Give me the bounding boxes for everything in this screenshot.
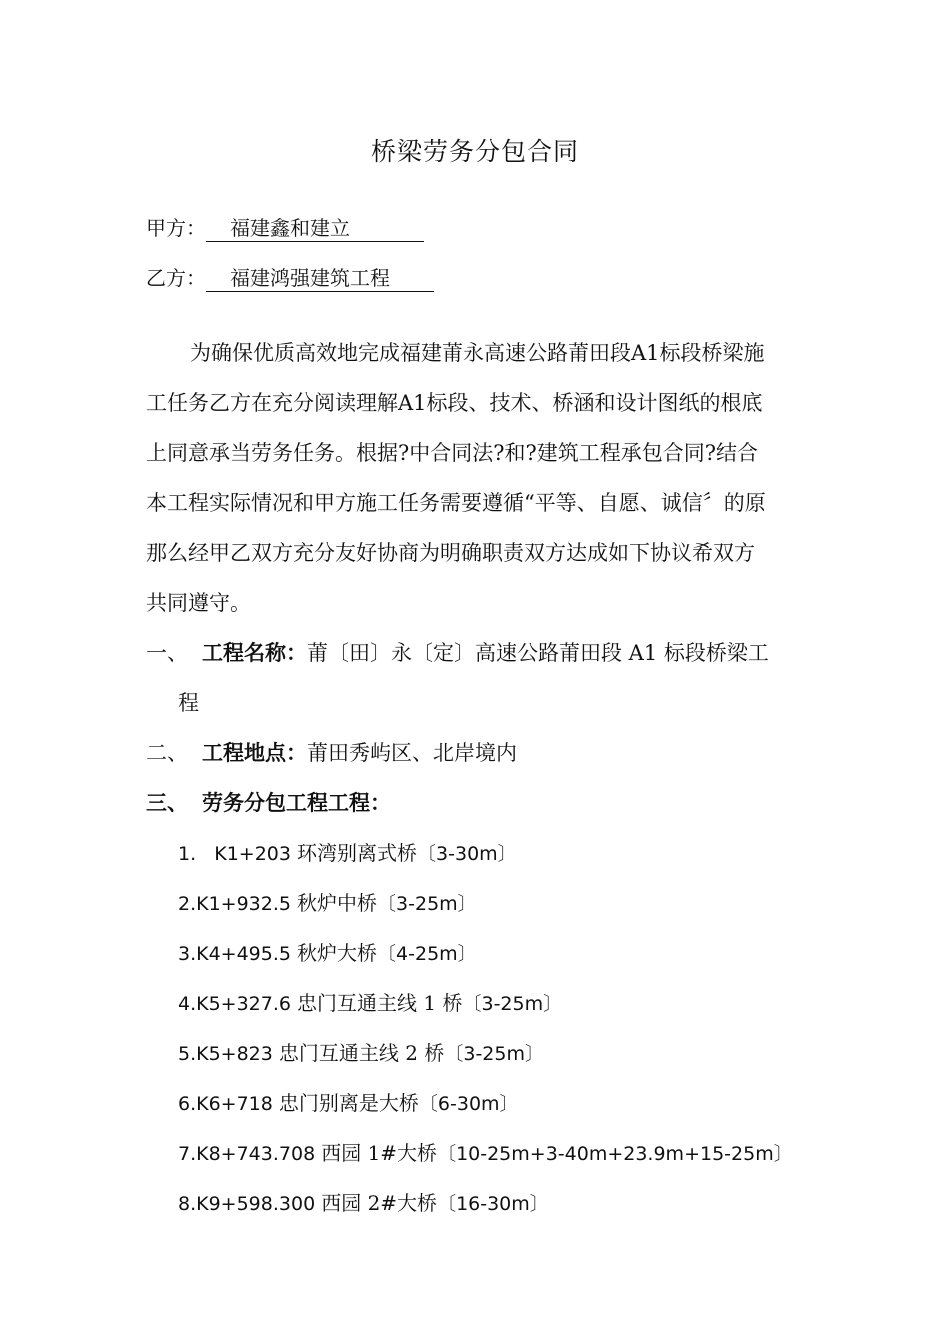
bridge-item: [178, 1037, 544, 1066]
bridge-code: 6.K6+718: [178, 1093, 279, 1115]
section-number: 一、: [146, 641, 188, 665]
party-b: [146, 262, 434, 292]
bridge-code: 4.K5+327.6: [178, 993, 298, 1015]
section-heading: 劳务分包工程工程：: [202, 791, 391, 815]
bridge-span: 〔3-25m〕: [377, 893, 477, 915]
bridge-code: 5.K5+823: [178, 1043, 279, 1065]
party-a-value: 福建鑫和建立: [206, 215, 424, 242]
bridge-item: [178, 887, 477, 916]
document-title: 桥梁劳务分包合同: [370, 137, 579, 166]
section-subcontract-scope: [146, 787, 391, 817]
bridge-span: 〔3-25m〕: [462, 993, 563, 1015]
bridge-code: 1. K1+203: [178, 843, 298, 865]
bridge-item: [178, 1087, 519, 1116]
section-heading: 工程地点：: [202, 741, 307, 765]
party-b-label: 乙方：: [146, 266, 206, 290]
bridge-span: 〔10-25m+3-40m+23.9m+15-25m〕: [437, 1143, 793, 1165]
bridge-name: 秋炉大桥: [297, 941, 378, 965]
party-a-label: 甲方：: [146, 216, 206, 240]
bridge-code: 2.K1+932.5: [178, 893, 298, 915]
bridge-span: 〔4-25m〕: [377, 943, 477, 965]
party-a: [146, 212, 424, 242]
bridge-name: 西园 2#大桥: [321, 1191, 438, 1215]
bridge-span: 〔3-25m〕: [444, 1043, 544, 1065]
bridge-name: 忠门互通主线 2 桥: [278, 1041, 445, 1065]
section-number: 二、: [146, 741, 188, 765]
bridge-name: 秋炉中桥: [297, 891, 378, 915]
bridge-name: 环湾别离式桥: [297, 841, 418, 865]
section-text: 莆田秀屿区、北岸境内: [307, 741, 517, 765]
bridge-name: 西园 1#大桥: [321, 1141, 438, 1165]
intro-line: 上同意承当劳务任务。根据?中合同法?和?建筑工程承包合同?结合: [146, 441, 759, 465]
bridge-name: 忠门互通主线 1 桥: [297, 991, 463, 1015]
intro-line: 共同遵守。: [146, 591, 251, 615]
section-number: 三、: [146, 791, 188, 815]
intro-line: 那么经甲乙双方充分友好协商为明确职责双方达成如下协议希双方: [146, 541, 755, 565]
section-heading: 工程名称：: [202, 641, 307, 665]
bridge-item: [178, 1137, 793, 1166]
bridge-name: 忠门别离是大桥: [278, 1091, 419, 1115]
bridge-item: [178, 1187, 549, 1216]
bridge-span: 〔3-30m〕: [417, 843, 517, 865]
intro-line: 为确保优质高效地完成福建莆永高速公路莆田段A1标段桥梁施: [190, 341, 765, 365]
bridge-span: 〔6-30m〕: [418, 1093, 519, 1115]
bridge-span: 〔16-30m〕: [437, 1193, 549, 1215]
bridge-item: [178, 987, 562, 1016]
section-text-continued: 程: [178, 691, 199, 715]
section-project-name: [146, 637, 769, 667]
bridge-code: 8.K9+598.300: [178, 1193, 322, 1215]
section-text: 莆〔田〕永〔定〕高速公路莆田段 A1 标段桥梁工: [307, 641, 769, 665]
section-project-location: [146, 737, 517, 767]
bridge-code: 7.K8+743.708: [178, 1143, 322, 1165]
bridge-item: [178, 937, 477, 966]
intro-line: 本工程实际情况和甲方施工任务需要遵循“平等、自愿、诚信〞的原: [146, 491, 766, 515]
party-b-value: 福建鸿强建筑工程: [206, 265, 434, 292]
bridge-code: 3.K4+495.5: [178, 943, 298, 965]
intro-line: 工任务乙方在充分阅读理解A1标段、技术、桥涵和设计图纸的根底: [146, 391, 763, 415]
bridge-item: [178, 837, 517, 866]
